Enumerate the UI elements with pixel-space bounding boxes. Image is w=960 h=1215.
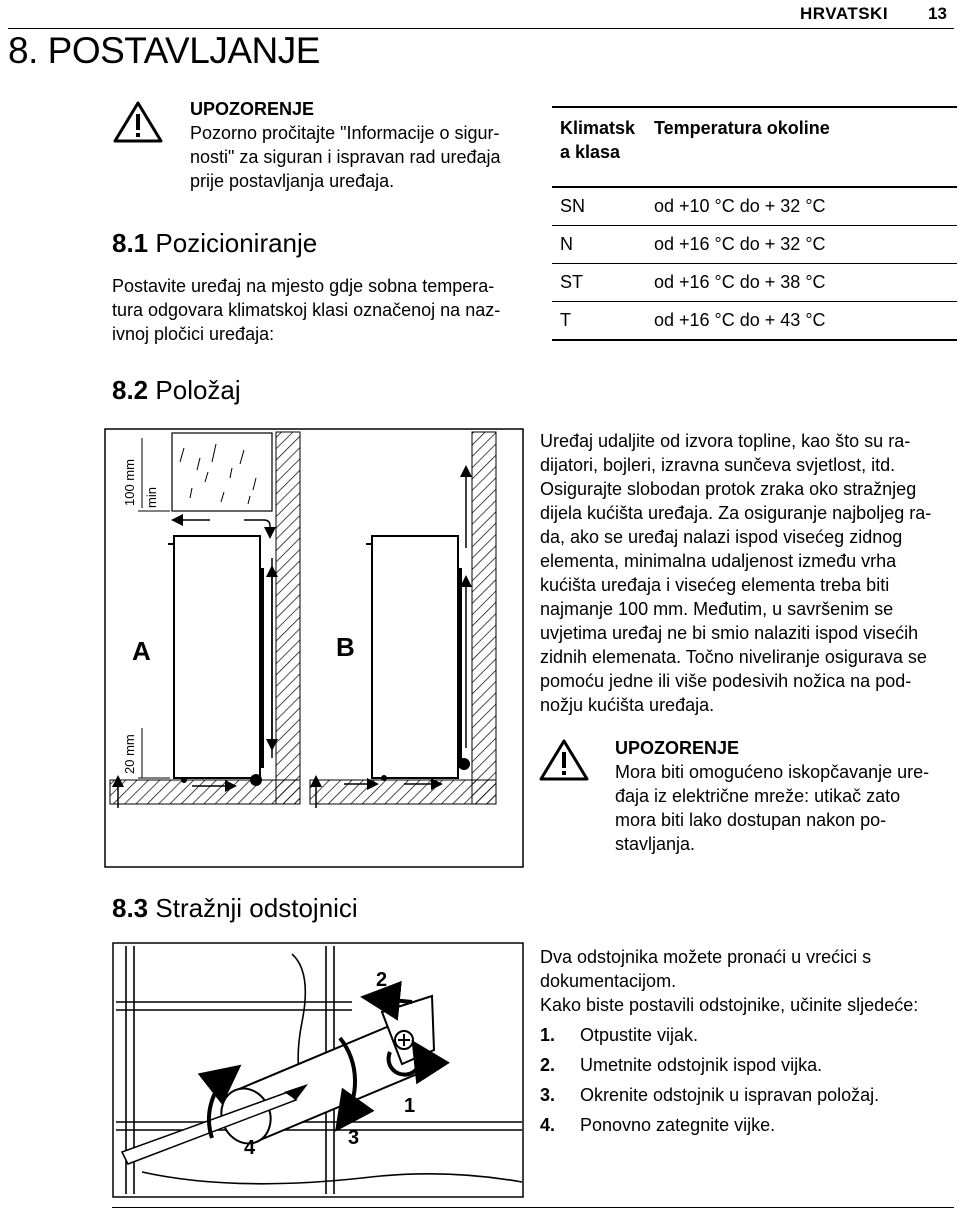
text-line: Kako biste postavili odstojnike, učinite sljedeće: (540, 995, 919, 1015)
position-diagram (104, 428, 524, 868)
warning-block-2 (615, 736, 955, 856)
section-number: 8.3 (112, 893, 149, 923)
text-line: stavljanja. (615, 834, 696, 854)
section-heading-8-3 (112, 893, 358, 923)
text-line: Postavite uređaj na mjesto gdje sobna tempera- (112, 276, 495, 296)
cell-class: ST (552, 264, 646, 302)
list-item (540, 1083, 956, 1113)
list-item (540, 1053, 956, 1083)
list-item (540, 1023, 956, 1053)
text-line: Mora biti omogućeno iskopčavanje ure- (615, 762, 930, 782)
warning-triangle-icon (112, 100, 164, 144)
steps-list (540, 1023, 956, 1143)
text-line: pomoću jedne ili više podesivih nožica na pod- (540, 671, 912, 691)
table-header-class (552, 107, 646, 187)
header-language: HRVATSKI (800, 4, 889, 23)
step-text: Umetnite odstojnik ispod vijka. (580, 1055, 823, 1075)
cell-class: N (552, 226, 646, 264)
spacer-diagram (112, 942, 524, 1198)
text-line: Pozorno pročitajte "Informacije o sigur- (190, 123, 500, 143)
text-line: zidnih elemenata. Točno niveliranje osigurava se (540, 647, 927, 667)
header-rule (8, 28, 954, 29)
warning-block-1 (190, 97, 530, 193)
step-text: Ponovno zategnite vijke. (580, 1115, 776, 1135)
step-number: 4. (540, 1115, 556, 1135)
section-title: Položaj (155, 375, 241, 405)
text-line: dokumentacijom. (540, 971, 677, 991)
text-line: Uređaj udaljite od izvora topline, kao što su ra- (540, 431, 911, 451)
section-number: 8.1 (112, 228, 149, 258)
callout-2: 2 (376, 969, 388, 991)
text-line: najmanje 100 mm. Međutim, u savršenim se (540, 599, 894, 619)
climate-class-table (552, 106, 957, 341)
text-line: nosti" za siguran i ispravan rad uređaja (190, 147, 501, 167)
section-8-3-text (540, 945, 956, 1143)
text-line: ivnoj pločici uređaja: (112, 324, 275, 344)
header-line: Klimatsk (560, 118, 636, 138)
section-title: Pozicioniranje (155, 228, 318, 258)
section-8-2-text (540, 429, 956, 717)
text-line: dijatori, bojleri, izravna sunčeva svjetlost, itd. (540, 455, 896, 475)
dimension-min: min (144, 487, 159, 508)
step-number: 1. (540, 1025, 556, 1045)
chapter-title: 8. POSTAVLJANJE (8, 30, 320, 71)
text-line: nožju kućišta uređaja. (540, 695, 715, 715)
step-text: Otpustite vijak. (580, 1025, 699, 1045)
text-line: prije postavljanja uređaja. (190, 171, 395, 191)
step-text: Okrenite odstojnik u ispravan položaj. (580, 1085, 880, 1105)
dimension-100mm: 100 mm (122, 459, 137, 506)
cell-temp: od +10 °C do + 32 °C (646, 187, 957, 226)
table-row (552, 264, 957, 302)
cell-class: T (552, 302, 646, 341)
text-line: dijela kućišta uređaja. Za osiguranje najboljeg ra- (540, 503, 932, 523)
table-row (552, 187, 957, 226)
warning-text (190, 121, 530, 193)
text-line: da, ako se uređaj nalazi ispod visećeg zidnog (540, 527, 903, 547)
text-line: uvjetima uređaj ne bi smio nalaziti ispod visećih (540, 623, 919, 643)
header-line: a klasa (560, 142, 621, 162)
warning-title: UPOZORENJE (190, 99, 315, 119)
list-item (540, 1113, 956, 1143)
diagram-label-a: A (132, 636, 151, 666)
section-title: Stražnji odstojnici (155, 893, 358, 923)
cell-class: SN (552, 187, 646, 226)
callout-3: 3 (348, 1127, 360, 1149)
text-line: kućišta uređaja i visećeg elementa treba biti (540, 575, 890, 595)
cell-temp: od +16 °C do + 43 °C (646, 302, 957, 341)
table-row (552, 226, 957, 264)
callout-1: 1 (404, 1095, 416, 1117)
warning-triangle-icon (538, 738, 590, 782)
warning-title: UPOZORENJE (615, 738, 740, 758)
dimension-20mm: 20 mm (122, 734, 137, 774)
footer-rule (112, 1207, 954, 1208)
step-number: 3. (540, 1085, 556, 1105)
text-line: elementa, minimalna udaljenost između vrha (540, 551, 897, 571)
table-header-temp: Temperatura okoline (646, 107, 957, 187)
text-line: Osigurajte slobodan protok zraka oko stražnjeg (540, 479, 917, 499)
text-line: tura odgovara klimatskoj klasi označenoj na naz- (112, 300, 501, 320)
section-heading-8-1 (112, 228, 317, 258)
page-number: 13 (928, 4, 947, 23)
text-line: Dva odstojnika možete pronaći u vrećici s (540, 947, 872, 967)
table-row (552, 302, 957, 341)
cell-temp: od +16 °C do + 32 °C (646, 226, 957, 264)
warning-text (615, 760, 955, 856)
table-header-row (552, 107, 957, 187)
section-number: 8.2 (112, 375, 149, 405)
diagram-label-b: B (336, 632, 355, 662)
text-line: đaja iz električne mreže: utikač zato (615, 786, 901, 806)
cell-temp: od +16 °C do + 38 °C (646, 264, 957, 302)
section-8-1-text (112, 274, 532, 346)
text-line: mora biti lako dostupan nakon po- (615, 810, 887, 830)
step-number: 2. (540, 1055, 556, 1075)
callout-4: 4 (244, 1137, 256, 1159)
section-heading-8-2 (112, 375, 241, 405)
